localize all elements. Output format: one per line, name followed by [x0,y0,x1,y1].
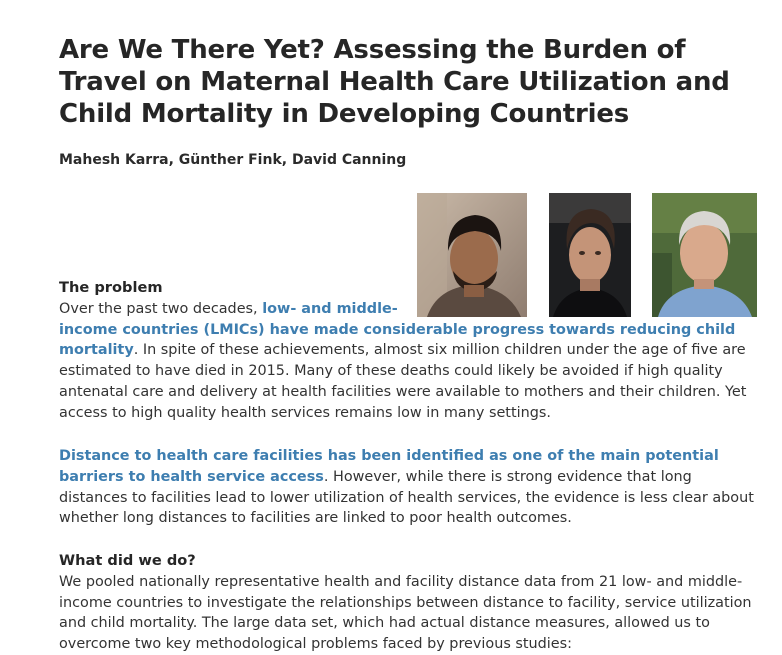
section-what-did-we-do [59,551,759,655]
problem-paragraph-2 [59,446,759,529]
problem-paragraph-rest: In spite of these achievements, almost six million children under the age of five are estimated to have died in 2015. Many of these deaths could likely be avoided if high quality antenatal care and delivery at health facilities were available to mothers and their children. Yet access to high quality health services remains low in many settings. [59,342,747,421]
link-lmic-progress-a[interactable]: low- and middle- [262,300,398,317]
link-lmic-progress-b[interactable]: income countries (LMICs) have made considerable progress towards reducing child mortality [59,321,736,359]
section-problem [59,278,759,424]
what-did-we-do-paragraph: We pooled nationally representative health and facility distance data from 21 low- and middle-income countries to investigate the relationships between distance to facility, service utilization and child mortality. The large data set, which had actual distance measures, allowed us to overcome two key methodological problems faced by previous studies: [59,573,752,653]
article-authors: Mahesh Karra, Günther Fink, David Canning [59,152,407,168]
link-distance-barriers[interactable]: Distance to health care facilities has been identified as one of the main potential barriers to health service access [59,448,719,485]
problem-text-period: . [133,342,139,359]
heading-the-problem: The problem [59,279,163,296]
heading-what-did-we-do: What did we do? [59,552,196,569]
problem-paragraph-2-rest: . However, while there is strong evidence that long distances to facilities lead to lower utilization of health services, the evidence is less clear about whether long distances to facilities are linked to poor health outcomes. [59,468,754,527]
article-title: Are We There Yet? Assessing the Burden of Travel on Maternal Health Care Utilization and Child Mortality in Developing Countries [59,35,730,129]
problem-text-start: Over the past two decades, [59,300,263,317]
